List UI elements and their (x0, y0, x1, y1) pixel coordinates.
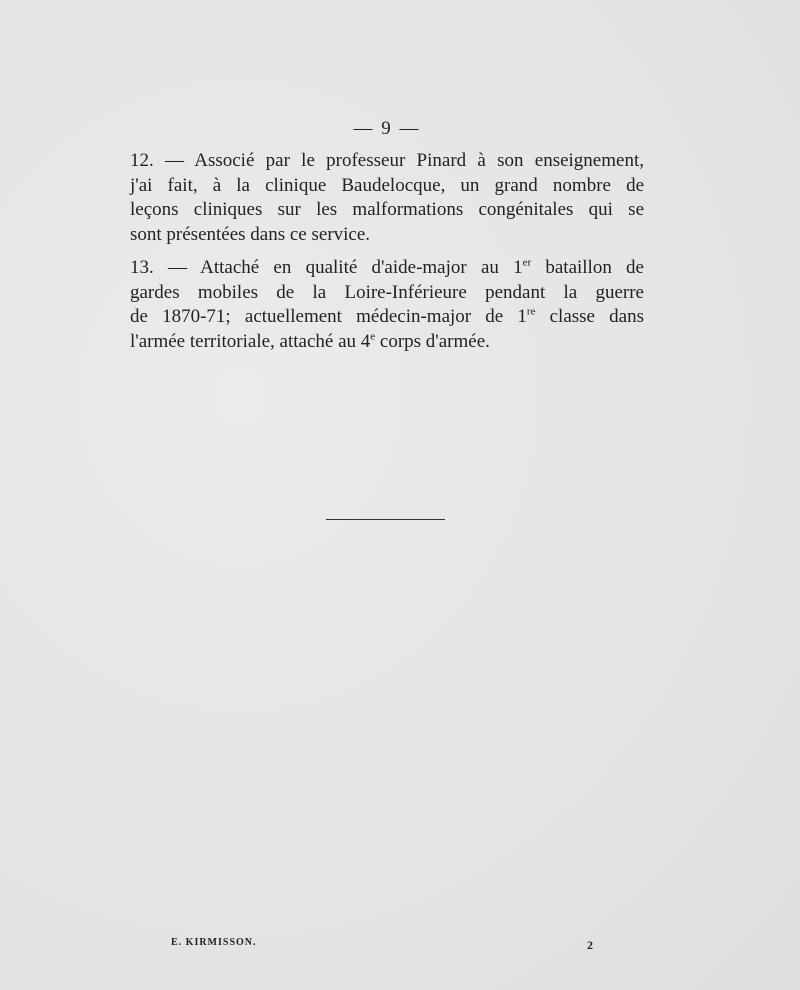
text-line (130, 256, 644, 281)
paragraph-item-13 (130, 256, 644, 354)
superscript: er (522, 256, 532, 269)
text-line: sont présentées dans ce service. (130, 223, 371, 245)
text-segment: de 1870-71; actuellement médecin-major de 1 (130, 306, 527, 327)
text-segment: classe dans (535, 306, 644, 327)
text-segment: corps d'armée. (375, 330, 490, 352)
text-line (130, 305, 644, 330)
text-line: gardes mobiles de la Loire-Inférieure pendant la guerre (130, 281, 644, 303)
paragraph-item-12 (130, 149, 644, 247)
text-line: 12. — Associé par le professeur Pinard à son enseignement, (130, 150, 644, 171)
text-segment: bataillon de (531, 257, 644, 278)
superscript: e (370, 330, 376, 343)
page-number: — 9 — (353, 118, 421, 139)
text-line (130, 330, 644, 355)
footer-sheet-number: 2 (587, 938, 593, 952)
superscript: re (526, 305, 536, 318)
text-segment: 13. — Attaché en qualité d'aide-major au 1 (130, 257, 523, 278)
text-line: j'ai fait, à la clinique Baudelocque, un grand nombre de (130, 174, 644, 196)
section-divider (326, 519, 445, 520)
text-line: leçons cliniques sur les malformations congénitales qui se (130, 199, 644, 220)
footer-author: E. KIRMISSON. (171, 937, 257, 948)
text-segment: l'armée territoriale, attaché au 4 (130, 330, 371, 352)
